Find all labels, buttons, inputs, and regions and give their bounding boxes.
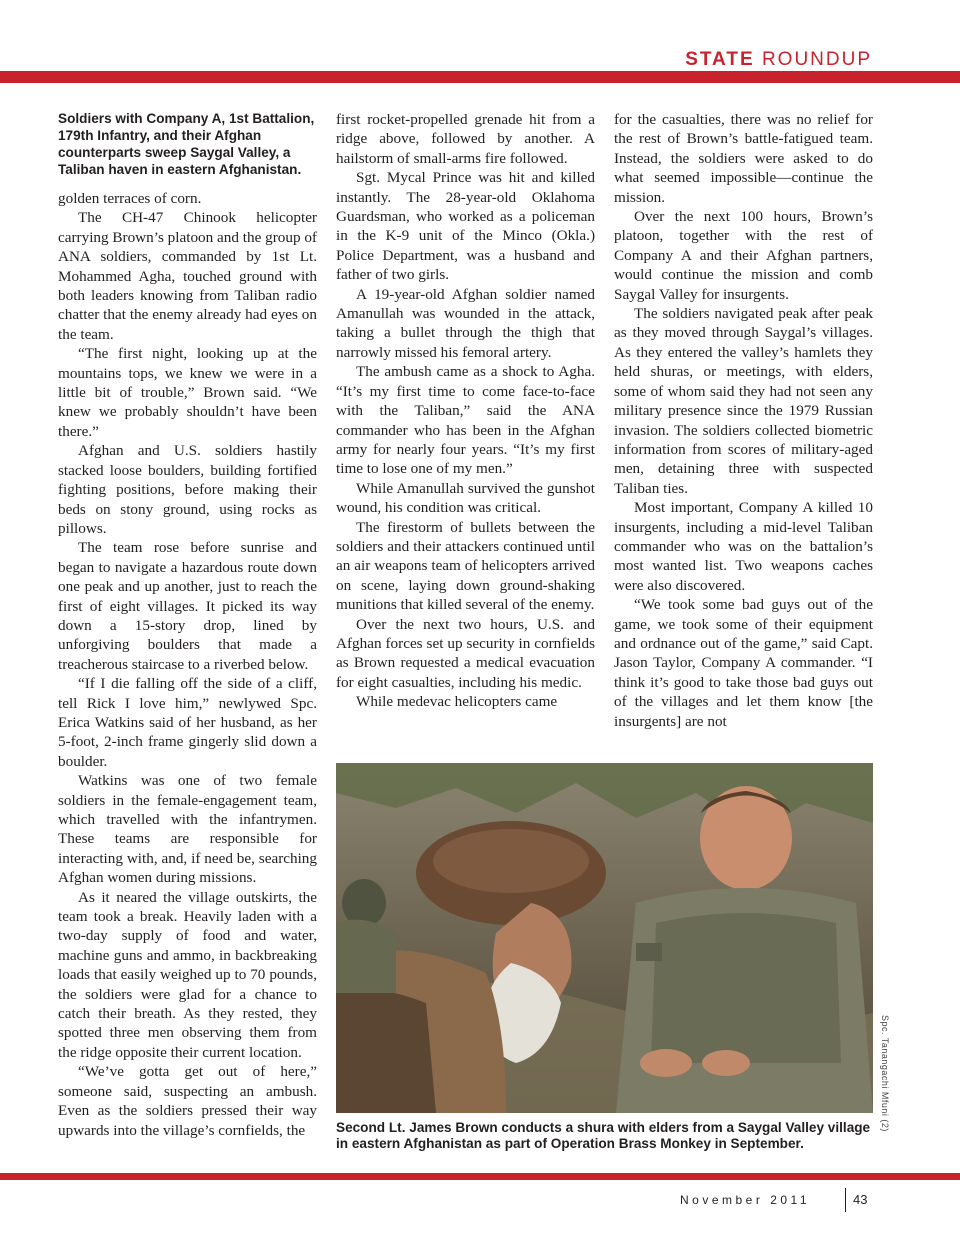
paragraph: “If I die falling off the side of a cliff, tell Rick I love him,” newlywed Spc. Erica Watkins said of her husband, as her 5-foot, 2-inch frame gingerly slid down a boulder. bbox=[58, 675, 317, 770]
paragraph: “We took some bad guys out of the game, we took some of their equipment and ordnance out of the game,” said Capt. Jason Taylor, Company A commander. “I think it’s good to take those bad guys out of the villages and let them know [the insurgents] are not bbox=[614, 596, 873, 730]
paragraph: The CH-47 Chinook helicopter carrying Brown’s platoon and the group of ANA soldiers, commanded by 1st Lt. Mohammed Agha, touched ground with both leaders knowing from Taliban radio chatter that the enemy already had eyes on the team. bbox=[58, 209, 317, 343]
paragraph: “The first night, looking up at the mountains tops, we knew we were in a little bit of trouble,” Brown said. “We knew we probably shouldn’t have been there.” bbox=[58, 345, 317, 440]
paragraph: Most important, Company A killed 10 insurgents, including a mid-level Taliban commander who was on the battalion’s most wanted list. Two weapons caches were also discovered. bbox=[614, 499, 873, 594]
paragraph: A 19-year-old Afghan soldier named Amanullah was wounded in the attack, taking a bullet through the thigh that narrowly missed his femoral artery. bbox=[336, 285, 595, 361]
article-column-3 bbox=[614, 110, 873, 731]
section-label-rest: ROUNDUP bbox=[761, 49, 872, 70]
paragraph: Over the next 100 hours, Brown’s platoon, together with the rest of Company A and their Afghan partners, would continue the mission and comb Saygal Valley for insurgents. bbox=[614, 208, 873, 303]
paragraph: golden terraces of corn. bbox=[58, 190, 202, 207]
section-label bbox=[685, 49, 872, 71]
footer-month: November 2011 bbox=[680, 1193, 810, 1207]
photo-caption: Second Lt. James Brown conducts a shura with elders from a Saygal Valley village in eastern Afghanistan as part of Operation Brass Monkey in September. bbox=[336, 1120, 871, 1151]
paragraph: The ambush came as a shock to Agha. “It’s my first time to come face-to-face with the Taliban,” said the ANA commander who has been in the Afghan army for nearly four years. “It’s my first time to lose one of my men.” bbox=[336, 363, 595, 478]
paragraph: The team rose before sunrise and began to navigate a hazardous route down one peak and up another, just to reach the first of eight villages. It picked its way down a 15-story drop, lined by unforgiving boulders that made a treacherous staircase to a riverbed below. bbox=[58, 539, 317, 673]
paragraph: Watkins was one of two female soldiers in the female-engagement team, which travelled with the infantrymen. These teams are responsible for interacting with, and, if need be, searching Afghan women during missions. bbox=[58, 772, 317, 887]
page-number: 43 bbox=[853, 1192, 868, 1207]
photo-caption-top: Soldiers with Company A, 1st Battalion, 179th Infantry, and their Afghan counterparts sweep Saygal Valley, a Taliban haven in eastern Afghanistan. bbox=[58, 111, 315, 177]
footer-rule bbox=[0, 1173, 960, 1180]
paragraph: As it neared the village outskirts, the team took a break. Heavily laden with a two-day supply of food and water, machine guns and ammo, in backbreaking loads that easily weighed up to 70 pounds, the soldiers were glad for a chance to catch their breath. As they rested, they spotted three men observing them from the ridge opposite their current location. bbox=[58, 888, 317, 1061]
paragraph: While Amanullah survived the gunshot wound, his condition was critical. bbox=[336, 479, 595, 517]
paragraph: for the casualties, there was no relief for the rest of Brown’s battle-fatigued team. Instead, the soldiers were asked to do what seemed impossible—continue the mission. bbox=[614, 111, 873, 206]
paragraph: first rocket-propelled grenade hit from a ridge above, followed by another. A hailstorm of small-arms fire followed. bbox=[336, 111, 595, 167]
paragraph: While medevac helicopters came bbox=[356, 693, 558, 711]
paragraph: “We’ve gotta get out of here,” someone said, suspecting an ambush. Even as the soldiers pressed their way upwards into the village’s cornfields, the bbox=[58, 1063, 317, 1139]
footer-divider bbox=[845, 1188, 846, 1212]
article-column-2 bbox=[336, 110, 595, 712]
article-column-1 bbox=[58, 110, 317, 1140]
section-label-bold: STATE bbox=[685, 49, 755, 70]
paragraph: The firestorm of bullets between the soldiers and their attackers continued until an air weapons team of helicopters arrived on scene, laying down ground-shaking munitions that killed several of the enemy. bbox=[336, 518, 595, 614]
header-rule bbox=[0, 71, 960, 83]
article-photo bbox=[336, 763, 873, 1113]
paragraph: The soldiers navigated peak after peak as they moved through Saygal’s villages. As they entered the valley’s hamlets they held shuras, or meetings, with elders, some of whom said they had not seen any military presence since the 1979 Russian invasion. The soldiers collected biometric information from scores of military-aged men, detaining three with suspected Taliban ties. bbox=[614, 305, 873, 497]
photo-credit: Spc. Tanangachi Mfuni (2) bbox=[880, 1015, 890, 1132]
paragraph: Sgt. Mycal Prince was hit and killed instantly. The 28-year-old Oklahoma Guardsman, who worked as a policeman in the K-9 unit of the Minco (Okla.) Police Department, was a husband and father of two girls. bbox=[336, 169, 595, 284]
paragraph: Afghan and U.S. soldiers hastily stacked loose boulders, building fortified fighting positions, before making their beds on stony ground, using rocks as pillows. bbox=[58, 442, 317, 537]
paragraph: Over the next two hours, U.S. and Afghan forces set up security in cornfields as Brown requested a medical evacuation for eight casualties, including his medic. bbox=[336, 615, 595, 691]
